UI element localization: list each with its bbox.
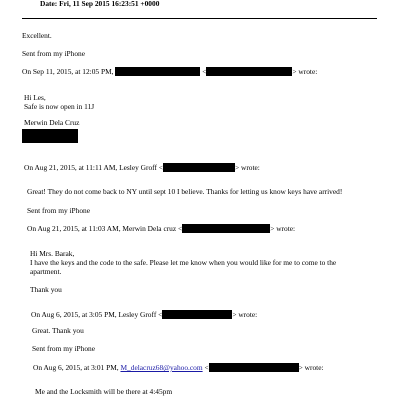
quote-header-2 xyxy=(24,163,260,173)
quote-header-2-suffix: > wrote: xyxy=(234,163,260,172)
quote-header-3-text: On Aug 21, 2015, at 11:03 AM, Merwin Dela cruz < xyxy=(27,224,183,233)
quote-header-1 xyxy=(22,67,317,77)
message-body-2b: Safe is now open in 11J xyxy=(24,102,95,111)
message-body-4a: Hi Mrs. Barak, xyxy=(30,249,75,258)
quote-header-2-text: On Aug 21, 2015, at 11:11 AM, Lesley Groff < xyxy=(24,163,163,172)
quote-header-4-suffix: > wrote: xyxy=(232,310,258,319)
quote-header-5-suffix: > wrote: xyxy=(298,363,324,372)
quote-header-3 xyxy=(27,224,295,234)
date-header xyxy=(40,0,159,9)
header-divider xyxy=(22,18,377,19)
redaction-box xyxy=(163,163,235,172)
message-body-4b: I have the keys and the code to the safe. Please let me know when you would like for me to come to the xyxy=(30,258,337,267)
quote-header-3-suffix: > wrote: xyxy=(270,224,296,233)
signature-2: Merwin Dela Cruz xyxy=(24,118,80,127)
redaction-box xyxy=(209,363,299,372)
message-body-4c: apartment. xyxy=(30,267,62,276)
signature-1: Sent from my iPhone xyxy=(22,49,86,58)
redaction-box xyxy=(206,67,292,76)
quote-header-5 xyxy=(33,363,324,373)
message-body-4d: Thank you xyxy=(30,285,62,294)
message-body-2a: Hi Les, xyxy=(24,93,46,102)
message-body-3: Great! They do not come back to NY until sept 10 I believe. Thanks for letting us know keys have arrived! xyxy=(27,187,343,196)
redaction-box xyxy=(162,310,232,319)
quote-header-1-suffix: > wrote: xyxy=(292,67,318,76)
quote-header-5-lt: < xyxy=(204,363,209,372)
quote-header-1-lt: < xyxy=(202,67,207,76)
signature-5: Sent from my iPhone xyxy=(32,344,96,353)
message-body-1: Excellent. xyxy=(22,31,52,40)
quote-header-5-text: On Aug 6, 2015, at 3:01 PM, xyxy=(33,363,119,372)
signature-3: Sent from my iPhone xyxy=(27,206,91,215)
quote-header-4 xyxy=(31,310,257,320)
date-label: Date: xyxy=(40,0,58,8)
quote-header-1-text: On Sep 11, 2015, at 12:05 PM, xyxy=(22,67,114,76)
redaction-box xyxy=(115,67,200,76)
redaction-box xyxy=(22,129,78,143)
message-body-5: Great. Thank you xyxy=(32,326,84,335)
message-body-6: Me and the Locksmith will be there at 4:45pm xyxy=(35,387,173,396)
date-value: Fri, 11 Sep 2015 16:23:51 +0000 xyxy=(59,0,160,8)
email-link[interactable]: M_delacruz68@yahoo.com xyxy=(120,363,203,372)
quote-header-4-text: On Aug 6, 2015, at 3:05 PM, Lesley Groff < xyxy=(31,310,163,319)
redaction-box xyxy=(182,224,270,233)
